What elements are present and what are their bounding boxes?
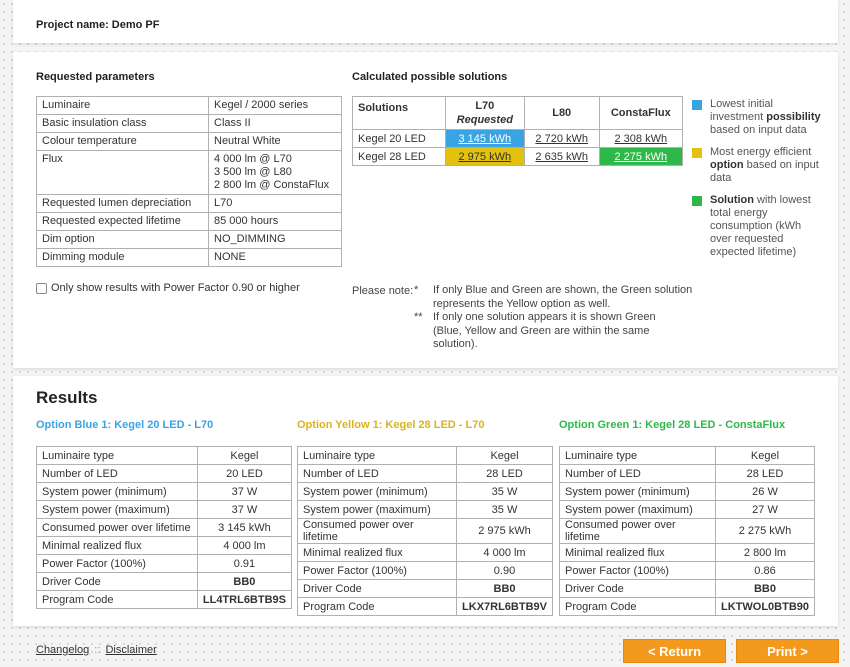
solution-name: Kegel 20 LED [353,130,446,148]
result-value: 0.86 [716,562,815,580]
result-value: 27 W [716,501,815,519]
result-value: 0.90 [457,562,553,580]
result-row [37,447,292,465]
solutions-header: Solutions [353,97,446,130]
solution-row [353,130,683,148]
solution-cell [524,130,599,148]
result-key: System power (maximum) [298,501,457,519]
result-value: LKTWOL0BTB90 [716,598,815,616]
legend-blue-swatch [692,100,702,110]
option-blue-title: Option Blue 1: Kegel 20 LED - L70 [36,419,214,431]
result-row [560,465,815,483]
option-green-title: Option Green 1: Kegel 28 LED - ConstaFlux [559,419,786,431]
result-key: System power (maximum) [560,501,716,519]
parameter-row [37,97,342,115]
result-value: 0.91 [197,555,291,573]
result-key: Number of LED [37,465,198,483]
result-row [37,483,292,501]
parameter-row [37,195,342,213]
result-key: Minimal realized flux [560,544,716,562]
parameter-value: Neutral White [209,133,342,151]
solution-link[interactable]: 2 720 kWh [535,132,588,145]
l70-header-sub: Requested [456,114,513,126]
legend-blue [692,98,822,137]
result-value: 2 975 kWh [457,519,553,544]
result-key: Driver Code [298,580,457,598]
parameter-key: Requested lumen depreciation [37,195,209,213]
result-row [560,544,815,562]
result-row [560,447,815,465]
legend-blue-text-post: based on input data [710,124,807,136]
result-key: System power (maximum) [37,501,198,519]
result-key: Program Code [298,598,457,616]
parameter-key: Basic insulation class [37,115,209,133]
solution-name: Kegel 28 LED [353,148,446,166]
solution-link[interactable]: 2 275 kWh [614,150,668,163]
result-row [37,501,292,519]
footer-links [36,644,157,656]
result-key: Number of LED [298,465,457,483]
result-row [298,447,553,465]
note-star-1: * [414,284,419,296]
legend-green-text-post: with lowest total energy consumption (kWh over requested expected lifetime) [710,194,811,258]
option-green-table [559,446,815,616]
result-value: 37 W [197,501,291,519]
legend-green-bold: Solution [710,194,754,206]
result-row [298,483,553,501]
legend-green-swatch [692,196,702,206]
option-yellow-table [297,446,553,616]
constaflux-header: ConstaFlux [599,97,682,130]
result-value: 35 W [457,501,553,519]
result-row [298,544,553,562]
result-value: BB0 [457,580,553,598]
result-key: Luminaire type [298,447,457,465]
return-button[interactable]: < Return [623,639,726,663]
result-row [37,537,292,555]
solution-link[interactable]: 2 635 kWh [535,150,588,163]
parameter-value: Class II [209,115,342,133]
parameter-key: Dim option [37,231,209,249]
result-value: 3 145 kWh [197,519,291,537]
solution-row [353,148,683,166]
result-value: 20 LED [197,465,291,483]
note-star-2: ** [414,311,423,323]
legend-yellow-text: Most energy efficient [710,146,812,158]
l70-header-label: L70 [475,100,495,112]
result-value: 35 W [457,483,553,501]
result-row [37,555,292,573]
l80-header: L80 [524,97,599,130]
result-value: 28 LED [716,465,815,483]
result-row [298,465,553,483]
result-value: 28 LED [457,465,553,483]
result-key: Consumed power over lifetime [298,519,457,544]
result-row [37,465,292,483]
legend-blue-text: Lowest initial investment [710,98,773,123]
parameter-row [37,213,342,231]
parameter-value: 4 000 lm @ L70 3 500 lm @ L80 2 800 lm @ ConstaFlux [209,151,342,195]
solution-link[interactable]: 2 975 kWh [458,150,512,163]
result-value: 4 000 lm [197,537,291,555]
result-row [298,562,553,580]
calculated-solutions-title: Calculated possible solutions [352,71,508,83]
pf-filter[interactable] [36,282,300,294]
result-value: 2 275 kWh [716,519,815,544]
l70-header [445,97,524,130]
solutions-table [352,96,683,166]
footer-separator: :: [94,644,101,656]
result-key: System power (minimum) [37,483,198,501]
disclaimer-link[interactable]: Disclaimer [105,644,157,656]
result-key: Program Code [560,598,716,616]
parameter-row [37,231,342,249]
legend-blue-bold: possibility [766,111,821,123]
result-key: Driver Code [560,580,716,598]
result-key: Minimal realized flux [298,544,457,562]
result-row [560,501,815,519]
result-row [560,598,815,616]
legend-yellow [692,146,822,185]
parameter-key: Flux [37,151,209,195]
note-label: Please note: [352,285,414,297]
note-text-2: If only one solution appears it is shown Green (Blue, Yellow and Green are within the same solution). [433,311,656,350]
result-value: BB0 [716,580,815,598]
result-value: Kegel [457,447,553,465]
result-value: Kegel [197,447,291,465]
result-key: Consumed power over lifetime [37,519,198,537]
result-row [298,519,553,544]
result-row [560,519,815,544]
result-key: System power (minimum) [298,483,457,501]
solution-cell-green [599,148,682,166]
legend-yellow-text-post: based on input data [710,159,819,184]
result-value: 37 W [197,483,291,501]
result-value: 2 800 lm [716,544,815,562]
option-yellow-title: Option Yellow 1: Kegel 28 LED - L70 [297,419,485,431]
result-value: LKX7RL6BTB9V [457,598,553,616]
result-key: Driver Code [37,573,198,591]
result-row [560,562,815,580]
result-key: Number of LED [560,465,716,483]
result-key: Minimal realized flux [37,537,198,555]
result-row [298,501,553,519]
parameter-value: L70 [209,195,342,213]
result-row [37,519,292,537]
result-key: Luminaire type [560,447,716,465]
parameter-value: 85 000 hours [209,213,342,231]
requested-parameters-table [36,96,342,267]
pf-filter-checkbox[interactable] [36,283,47,294]
pf-filter-label: Only show results with Power Factor 0.90 or higher [51,282,300,294]
result-row [37,591,292,609]
legend-yellow-bold: option [710,159,744,171]
parameter-row [37,151,342,195]
changelog-link[interactable]: Changelog [36,644,90,656]
parameter-key: Requested expected lifetime [37,213,209,231]
result-value: BB0 [197,573,291,591]
result-value: Kegel [716,447,815,465]
parameter-value: Kegel / 2000 series [209,97,342,115]
solution-cell [599,130,682,148]
parameter-row [37,249,342,267]
project-name: Project name: Demo PF [36,19,160,31]
parameter-value: NO_DIMMING [209,231,342,249]
result-row [560,580,815,598]
result-key: Program Code [37,591,198,609]
result-key: System power (minimum) [560,483,716,501]
note-text-1: If only Blue and Green are shown, the Green solution represents the Yellow option as well. [433,284,693,310]
parameter-row [37,115,342,133]
results-title: Results [36,388,98,407]
legend-green [692,194,822,259]
parameter-key: Colour temperature [37,133,209,151]
option-blue-table [36,446,292,609]
solution-link[interactable]: 2 308 kWh [614,132,668,145]
solution-cell [524,148,599,166]
parameter-row [37,133,342,151]
parameter-value: NONE [209,249,342,267]
result-key: Power Factor (100%) [560,562,716,580]
parameter-key: Dimming module [37,249,209,267]
result-row [298,598,553,616]
result-value: 26 W [716,483,815,501]
result-value: LL4TRL6BTB9S [197,591,291,609]
result-row [298,580,553,598]
solution-cell-blue [445,130,524,148]
result-key: Power Factor (100%) [298,562,457,580]
result-value: 4 000 lm [457,544,553,562]
result-row [37,573,292,591]
result-row [560,483,815,501]
solution-link[interactable]: 3 145 kWh [458,132,512,145]
result-key: Luminaire type [37,447,198,465]
print-button[interactable]: Print > [736,639,839,663]
requested-parameters-title: Requested parameters [36,71,155,83]
solution-cell-yellow [445,148,524,166]
parameter-key: Luminaire [37,97,209,115]
result-key: Consumed power over lifetime [560,519,716,544]
legend-yellow-swatch [692,148,702,158]
result-key: Power Factor (100%) [37,555,198,573]
